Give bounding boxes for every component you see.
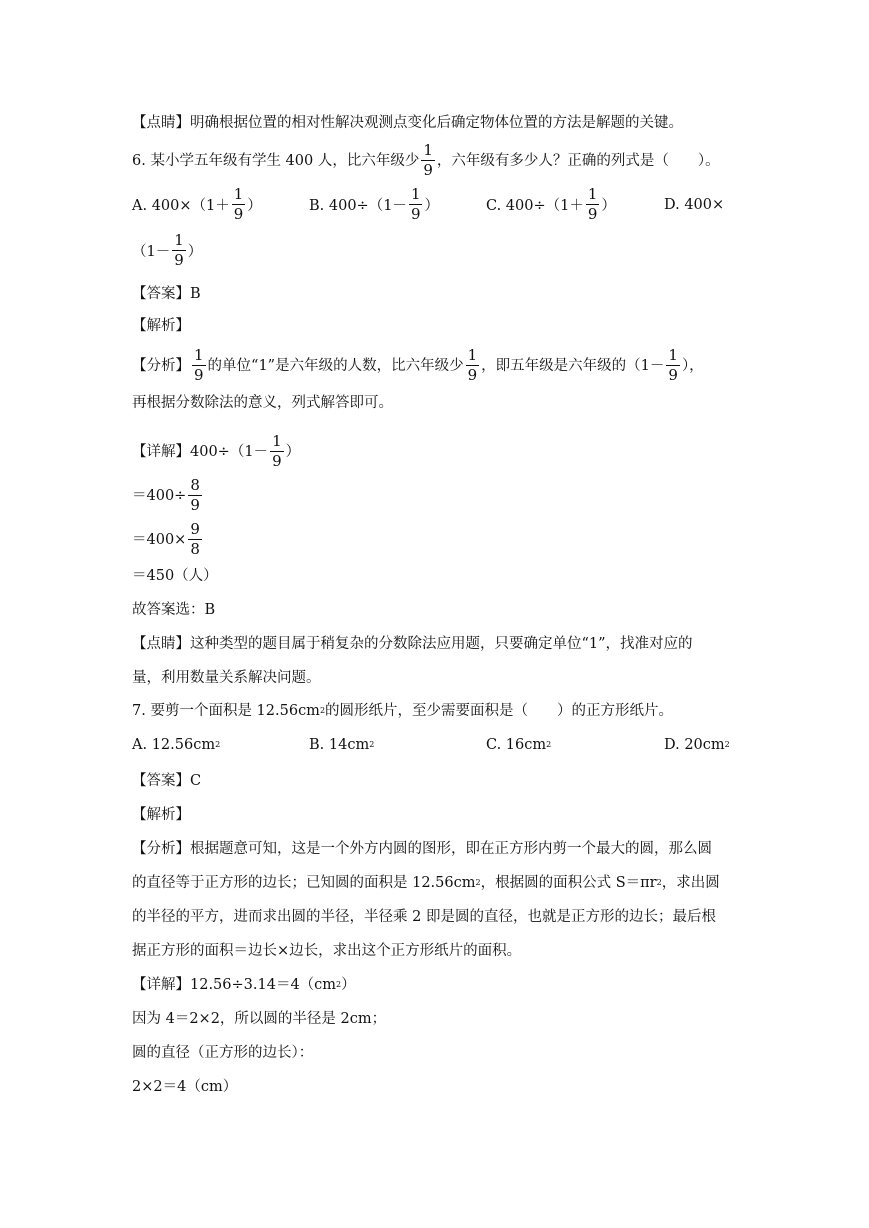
detail-text: 【详解】400÷（1－ <box>132 443 269 460</box>
opt-text: C. 400÷（1＋ <box>486 198 584 214</box>
opt-text: ） <box>601 198 616 214</box>
q6-analysis-line2: 再根据分数除法的意义，列式解答即可。 <box>132 395 393 411</box>
q7-analysis-line3: 的半径的平方，进而求出圆的半径，半径乘 2 即是圆的直径，也就是正方形的边长；最后根 <box>132 909 716 925</box>
opt-text: D. 400× <box>664 197 725 213</box>
frac-den: 8 <box>190 540 200 558</box>
fraction-one-ninth <box>270 434 284 469</box>
frac-den: 9 <box>587 205 598 223</box>
opt-text: ） <box>424 198 439 214</box>
fx-text: 的单位“1”是六年级的人数，比六年级少 <box>207 357 464 374</box>
q7-answer: 【答案】C <box>132 773 202 789</box>
frac-num: 8 <box>190 476 200 494</box>
q6-option-a <box>132 187 262 222</box>
opt-text: B. 400÷（1－ <box>309 198 407 214</box>
q7-option-c: C. 16cm 2 <box>486 737 552 753</box>
q7-option-b: B. 14cm 2 <box>309 737 375 753</box>
opt-text: A. 12.56cm <box>132 737 216 753</box>
stem-text: 7. 要剪一个面积是 12.56cm <box>132 703 320 719</box>
frac-den: 9 <box>194 366 204 384</box>
fraction-one-ninth <box>409 187 423 222</box>
q7-analysis-head: 【解析】 <box>132 807 190 823</box>
detail-text: ） <box>285 443 301 460</box>
fraction-one-ninth <box>666 348 680 383</box>
q6-step1 <box>132 478 204 513</box>
frac-num: 1 <box>272 432 282 450</box>
frac-num: 1 <box>194 346 204 364</box>
q6-stem-part1: 6. 某小学五年级有学生 400 人，比六年级少 <box>132 152 420 169</box>
q7-analysis-line2: 的直径等于正方形的边长；已知圆的面积是 12.56cm 2 ，根据圆的面积公式 S＝πr 2 ，求出圆 <box>132 875 720 891</box>
q6-option-c <box>486 187 616 222</box>
q6-option-d <box>664 197 724 213</box>
q6-point-line2: 量，利用数量关系解决问题。 <box>132 670 321 686</box>
step-text: ＝400× <box>132 531 187 548</box>
frac-den: 9 <box>190 496 200 514</box>
frac-num: 1 <box>668 346 678 364</box>
fraction-one-ninth <box>586 187 600 222</box>
q6-stem <box>132 143 720 178</box>
fx-text: ，根据圆的面积公式 S＝πr <box>480 875 657 891</box>
q7-option-d: D. 20cm 2 <box>664 737 730 753</box>
q7-diameter-line: 圆的直径（正方形的边长）： <box>132 1045 314 1061</box>
frac-num: 1 <box>467 346 478 364</box>
fx-text: 【分析】 <box>132 357 190 374</box>
q7-calc-line: 2×2＝4（cm） <box>132 1079 238 1095</box>
frac-den: 9 <box>467 366 478 384</box>
frac-den: 9 <box>668 366 678 384</box>
frac-den: 9 <box>272 452 282 470</box>
q6-analysis <box>132 348 704 383</box>
frac-den: 9 <box>233 205 244 223</box>
frac-num: 1 <box>410 185 421 203</box>
q7-option-a: A. 12.56cm 2 <box>132 737 221 753</box>
step-text: ＝400÷ <box>132 487 187 504</box>
q6-detail <box>132 434 300 469</box>
frac-num: 1 <box>174 231 184 249</box>
frac-den: 9 <box>410 205 421 223</box>
q6-analysis-head: 【解析】 <box>132 318 190 334</box>
stem-text: 的圆形纸片，至少需要面积是（ ）的正方形纸片。 <box>325 703 674 719</box>
fx-text: ，即五年级是六年级的（1－ <box>481 357 665 374</box>
frac-den: 9 <box>423 161 433 179</box>
q6-final: 故答案选：B <box>132 602 216 618</box>
q6-option-d-cont <box>132 233 202 268</box>
detail-text: ） <box>341 977 356 993</box>
detail-text: 【详解】12.56÷3.14＝4（cm <box>132 977 337 993</box>
q6-option-b <box>309 187 439 222</box>
fx-text: 的直径等于正方形的边长；已知圆的面积是 12.56cm <box>132 875 476 891</box>
q7-detail: 【详解】12.56÷3.14＝4（cm 2 ） <box>132 977 356 993</box>
frac-num: 1 <box>587 185 598 203</box>
fraction-nine-eighths <box>188 522 202 557</box>
q6-answer: 【答案】B <box>132 286 201 302</box>
q7-radius-line: 因为 4＝2×2，所以圆的半径是 2cm； <box>132 1011 387 1027</box>
fraction-one-ninth <box>172 233 186 268</box>
opt-text: D. 20cm <box>664 737 725 753</box>
fx-text: ，求出圆 <box>661 875 720 891</box>
q6-step2 <box>132 522 204 557</box>
fraction-eight-ninths <box>188 478 202 513</box>
q5-point: 【点睛】明确根据位置的相对性解决观测点变化后确定物体位置的方法是解题的关键。 <box>132 115 683 131</box>
frac-den: 9 <box>174 251 184 269</box>
q7-stem: 7. 要剪一个面积是 12.56cm 2 的圆形纸片，至少需要面积是（ ）的正方形纸片。 <box>132 703 674 719</box>
opt-text: C. 16cm <box>486 737 547 753</box>
fraction-one-ninth <box>421 143 435 178</box>
fraction-one-ninth <box>466 348 480 383</box>
opt-text: A. 400×（1＋ <box>132 198 230 214</box>
opt-text: ） <box>247 198 262 214</box>
opt-text: ） <box>187 244 203 260</box>
frac-num: 1 <box>233 185 244 203</box>
opt-text: B. 14cm <box>309 737 370 753</box>
frac-num: 9 <box>190 520 200 538</box>
q7-analysis-line1: 【分析】根据题意可知，这是一个外方内圆的图形，即在正方形内剪一个最大的圆，那么圆 <box>132 841 712 857</box>
fraction-one-ninth <box>232 187 246 222</box>
q6-stem-part2: ，六年级有多少人？正确的列式是（ ）。 <box>436 152 720 169</box>
q6-point-line1: 【点睛】这种类型的题目属于稍复杂的分数除法应用题，只要确定单位“1”，找准对应的 <box>132 636 693 652</box>
opt-text: （1－ <box>132 244 171 260</box>
fraction-one-ninth <box>192 348 206 383</box>
q6-step3: ＝450（人） <box>132 568 218 584</box>
q7-analysis-line4: 据正方形的面积＝边长×边长，求出这个正方形纸片的面积。 <box>132 943 522 959</box>
frac-num: 1 <box>423 141 433 159</box>
fx-text: ）， <box>681 357 704 374</box>
